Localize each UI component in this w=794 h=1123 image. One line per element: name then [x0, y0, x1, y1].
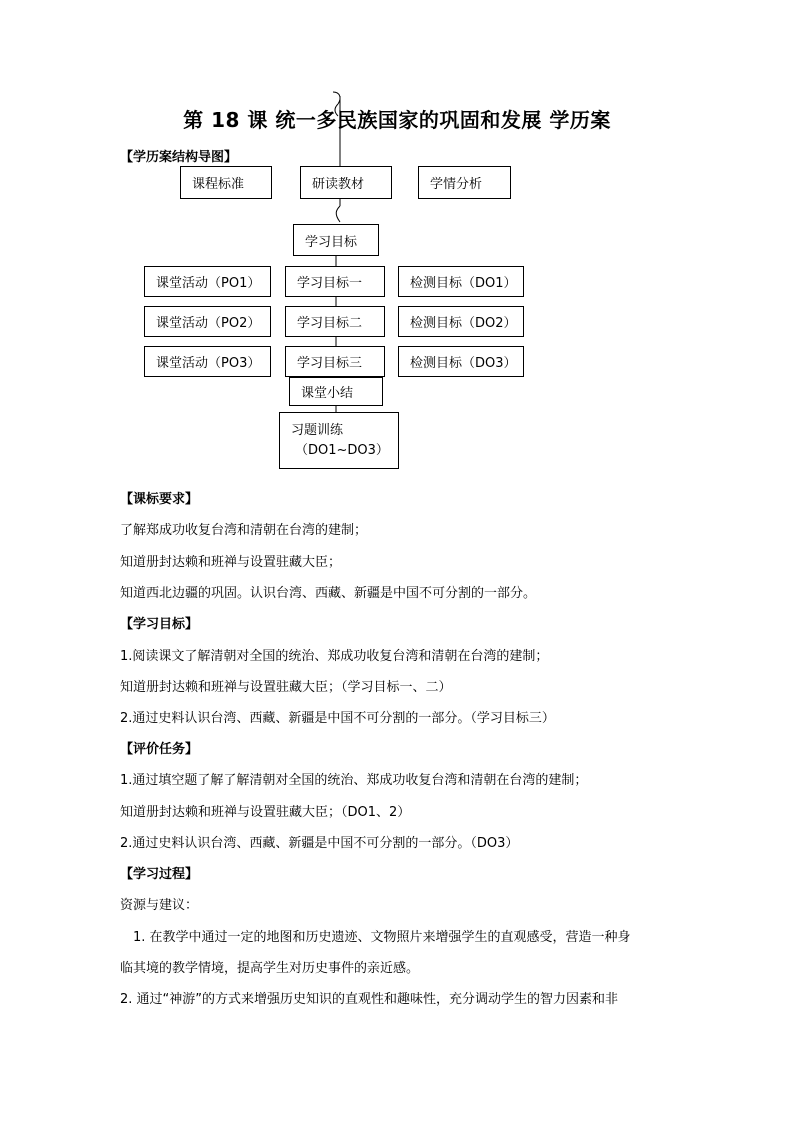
box-check-2: 检测目标（DO2）	[398, 306, 524, 337]
box-study-textbook: 研读教材	[300, 166, 392, 199]
box-student-analysis: 学情分析	[418, 166, 511, 199]
box-goal-2: 学习目标二	[285, 306, 385, 337]
task-line: 1.通过填空题了解了解清朝对全国的统治、郑成功收复台湾和清朝在台湾的建制；	[120, 773, 588, 788]
box-course-standard: 课程标准	[180, 166, 272, 199]
box-activity-2: 课堂活动（PO2）	[144, 306, 271, 337]
box-activity-1: 课堂活动（PO1）	[144, 266, 271, 297]
standard-line: 知道册封达赖和班禅与设置驻藏大臣；	[120, 555, 342, 570]
page-title: 第 18 课 统一多民族国家的巩固和发展 学历案	[183, 108, 611, 132]
box-goal-3: 学习目标三	[285, 346, 385, 377]
resources-label: 资源与建议：	[120, 898, 199, 913]
box-check-3: 检测目标（DO3）	[398, 346, 524, 377]
task-line: 2.通过史料认识台湾、西藏、新疆是中国不可分割的一部分。（DO3）	[120, 836, 519, 851]
objectives-heading: 【学习目标】	[120, 617, 199, 632]
box-goal-1: 学习目标一	[285, 266, 385, 297]
structure-heading: 【学历案结构导图】	[120, 150, 238, 165]
resource-line: 临其境的教学情境，提高学生对历史事件的亲近感。	[120, 961, 420, 976]
box-class-summary: 课堂小结	[289, 377, 383, 406]
exercise-range: （DO1~DO3）	[295, 443, 389, 458]
resource-line: 1. 在教学中通过一定的地图和历史遗迹、文物照片来增强学生的直观感受，营造一种身	[133, 930, 631, 945]
box-learning-goal: 学习目标	[293, 224, 379, 256]
standard-line: 了解郑成功收复台湾和清朝在台湾的建制；	[120, 523, 368, 538]
exercise-title: 习题训练	[291, 423, 344, 438]
standards-heading: 【课标要求】	[120, 492, 199, 507]
box-activity-3: 课堂活动（PO3）	[144, 346, 271, 377]
process-heading: 【学习过程】	[120, 867, 199, 882]
tasks-heading: 【评价任务】	[120, 742, 199, 757]
standard-line: 知道西北边疆的巩固。认识台湾、西藏、新疆是中国不可分割的一部分。	[120, 586, 537, 601]
objective-line: 1.阅读课文了解清朝对全国的统治、郑成功收复台湾和清朝在台湾的建制；	[120, 649, 549, 664]
box-check-1: 检测目标（DO1）	[398, 266, 524, 297]
box-exercise	[279, 412, 399, 469]
objective-line: 知道册封达赖和班禅与设置驻藏大臣；（学习目标一、二）	[120, 680, 452, 695]
objective-line: 2.通过史料认识台湾、西藏、新疆是中国不可分割的一部分。（学习目标三）	[120, 711, 555, 726]
task-line: 知道册封达赖和班禅与设置驻藏大臣；（DO1、2）	[120, 805, 411, 820]
resource-line: 2. 通过“神游”的方式来增强历史知识的直观性和趣味性，充分调动学生的智力因素和非	[120, 992, 619, 1007]
